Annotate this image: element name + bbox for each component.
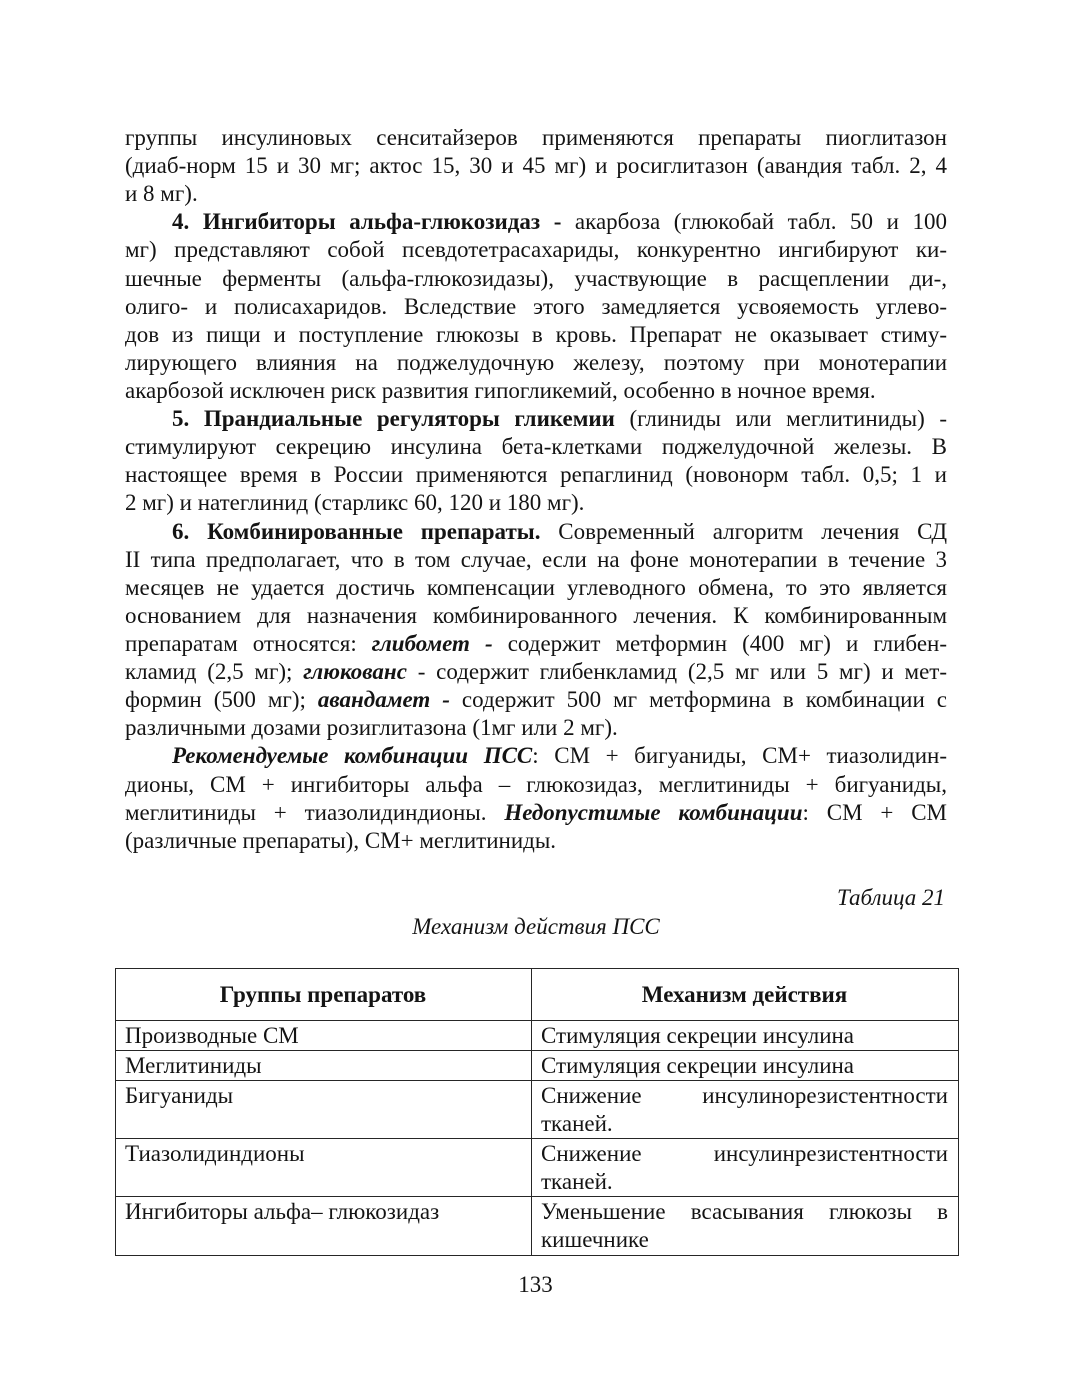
text-line bbox=[125, 630, 947, 658]
line-segment: : СМ + бигуаниды, СМ+ тиазолидин- bbox=[532, 743, 947, 769]
text-line bbox=[125, 658, 947, 686]
table-label: Таблица 21 bbox=[836, 885, 945, 910]
drug-name-emphasis: авандамет - bbox=[317, 687, 450, 713]
paragraph bbox=[125, 405, 947, 517]
line-segment: акарбоза (глюкобай табл. 50 и 100 bbox=[561, 209, 947, 235]
section-heading-term: 6. Комбинированные препараты. bbox=[172, 518, 541, 544]
body-text bbox=[125, 124, 947, 855]
text-line: (диаб-норм 15 и 30 мг; актос 15, 30 и 45 мг) и росиглитазон (авандия табл. 2, 4 bbox=[125, 153, 947, 179]
drug-name-emphasis: глюкованс bbox=[303, 659, 407, 685]
drug-name-emphasis: глибомет - bbox=[371, 630, 493, 656]
text-line: месяцев не удается достичь компенсации углеводного обмена, то это является bbox=[125, 574, 947, 600]
text-line: II типа предполагает, что в том случае, если на фоне монотерапии в течение 3 bbox=[125, 546, 947, 572]
mechanism-cell: Уменьшение всасывания глюкозы в кишечнике bbox=[532, 1197, 959, 1256]
text-line: дионы, СМ + ингибиторы альфа – глюкозидаз, меглитиниды + бигуаниды, bbox=[125, 771, 947, 797]
text-line: основанием для назначения комбинированного лечения. К комбинированным bbox=[125, 602, 947, 628]
section-heading-term: 5. Прандиальные регуляторы гликемии bbox=[172, 406, 615, 432]
text-line bbox=[125, 686, 947, 714]
paragraph bbox=[125, 742, 947, 854]
text-line: мг) представляют собой псевдотетрасахариды, конкурентно ингибируют ки- bbox=[125, 237, 947, 263]
text-line bbox=[125, 799, 947, 827]
text-line: дов из пищи и поступление глюкозы в кровь. Препарат не оказывает стиму- bbox=[125, 321, 947, 347]
table-header-row bbox=[116, 969, 959, 1021]
table-row bbox=[116, 1051, 959, 1081]
text-line: 2 мг) и натеглинид (старликс 60, 120 и 180 мг). bbox=[125, 490, 585, 516]
table-header-cell: Механизм действия bbox=[532, 969, 959, 1021]
text-line bbox=[125, 742, 947, 770]
paragraph bbox=[125, 518, 947, 743]
text-line: и 8 мг). bbox=[125, 181, 198, 207]
line-segment: содержит метформин (400 мг) и глибен- bbox=[492, 630, 948, 656]
line-segment: кламид (2,5 мг); bbox=[125, 659, 304, 685]
text-line: (различные препараты), СМ+ меглитиниды. bbox=[125, 827, 557, 853]
drug-group-cell: Тиазолидиндионы bbox=[116, 1139, 532, 1197]
mechanism-cell: Снижение инсулинрезистентности тканей. bbox=[532, 1139, 959, 1197]
text-line: различными дозами розиглитазона (1мг или 2 мг). bbox=[125, 715, 618, 741]
table-row bbox=[116, 1021, 959, 1051]
forbidden-combinations-term: Недопустимые комбинации bbox=[504, 799, 803, 825]
text-line: акарбозой исключен риск развития гипогликемий, особенно в ночное время. bbox=[125, 377, 876, 403]
line-segment: препаратам относятся: bbox=[125, 630, 372, 656]
mechanism-cell: Стимуляция секреции инсулина bbox=[532, 1051, 959, 1081]
line-segment: (глиниды или меглитиниды) - bbox=[614, 406, 947, 432]
mechanism-cell: Стимуляция секреции инсулина bbox=[532, 1021, 959, 1051]
line-segment: меглитиниды + тиазолидиндионы. bbox=[125, 799, 505, 825]
line-segment: : СМ + СМ bbox=[802, 799, 948, 825]
text-line: лирующего влияния на поджелудочную железу, поэтому при монотерапии bbox=[125, 349, 947, 375]
section-heading-term: 4. Ингибиторы альфа-глюкозидаз - bbox=[172, 209, 562, 235]
drug-group-cell: Бигуаниды bbox=[116, 1081, 532, 1139]
text-line: группы инсулиновых сенситайзеров применяются препараты пиоглитазон bbox=[125, 125, 947, 150]
line-segment: - содержит глибенкламид (2,5 мг или 5 мг) и мет- bbox=[406, 659, 948, 685]
table-caption: Механизм действия ПСС bbox=[412, 914, 660, 939]
drug-group-cell: Ингибиторы альфа– глюкозидаз bbox=[116, 1197, 532, 1256]
text-line: стимулируют секрецию инсулина бета-клетками поджелудочной железы. В bbox=[125, 434, 947, 460]
drug-group-cell: Производные СМ bbox=[116, 1021, 532, 1051]
mechanism-cell: Снижение инсулинорезистентности тканей. bbox=[532, 1081, 959, 1139]
mechanism-table bbox=[115, 968, 959, 1256]
recommended-combinations-term: Рекомендуемые комбинации ПСС bbox=[172, 743, 533, 769]
paragraph bbox=[125, 208, 947, 405]
page-number: 133 bbox=[518, 1272, 553, 1297]
table-row bbox=[116, 1197, 959, 1256]
line-segment: Современный алгоритм лечения СД bbox=[540, 518, 948, 544]
table-row bbox=[116, 1081, 959, 1139]
text-line: олиго- и полисахаридов. Вследствие этого замедляется усвояемость углево- bbox=[125, 293, 947, 319]
table-header-cell: Группы препаратов bbox=[116, 969, 532, 1021]
drug-group-cell: Меглитиниды bbox=[116, 1051, 532, 1081]
paragraph bbox=[125, 124, 947, 208]
text-line: настоящее время в России применяются репаглинид (новонорм табл. 0,5; 1 и bbox=[125, 462, 947, 488]
text-line bbox=[125, 208, 947, 236]
line-segment: формин (500 мг); bbox=[125, 687, 318, 713]
line-segment: содержит 500 мг метформина в комбинации с bbox=[449, 687, 947, 713]
text-line bbox=[125, 518, 947, 546]
text-line bbox=[125, 405, 947, 433]
text-line: шечные ферменты (альфа-глюкозидазы), участвующие в расщеплении ди-, bbox=[125, 265, 947, 291]
table-row bbox=[116, 1139, 959, 1197]
